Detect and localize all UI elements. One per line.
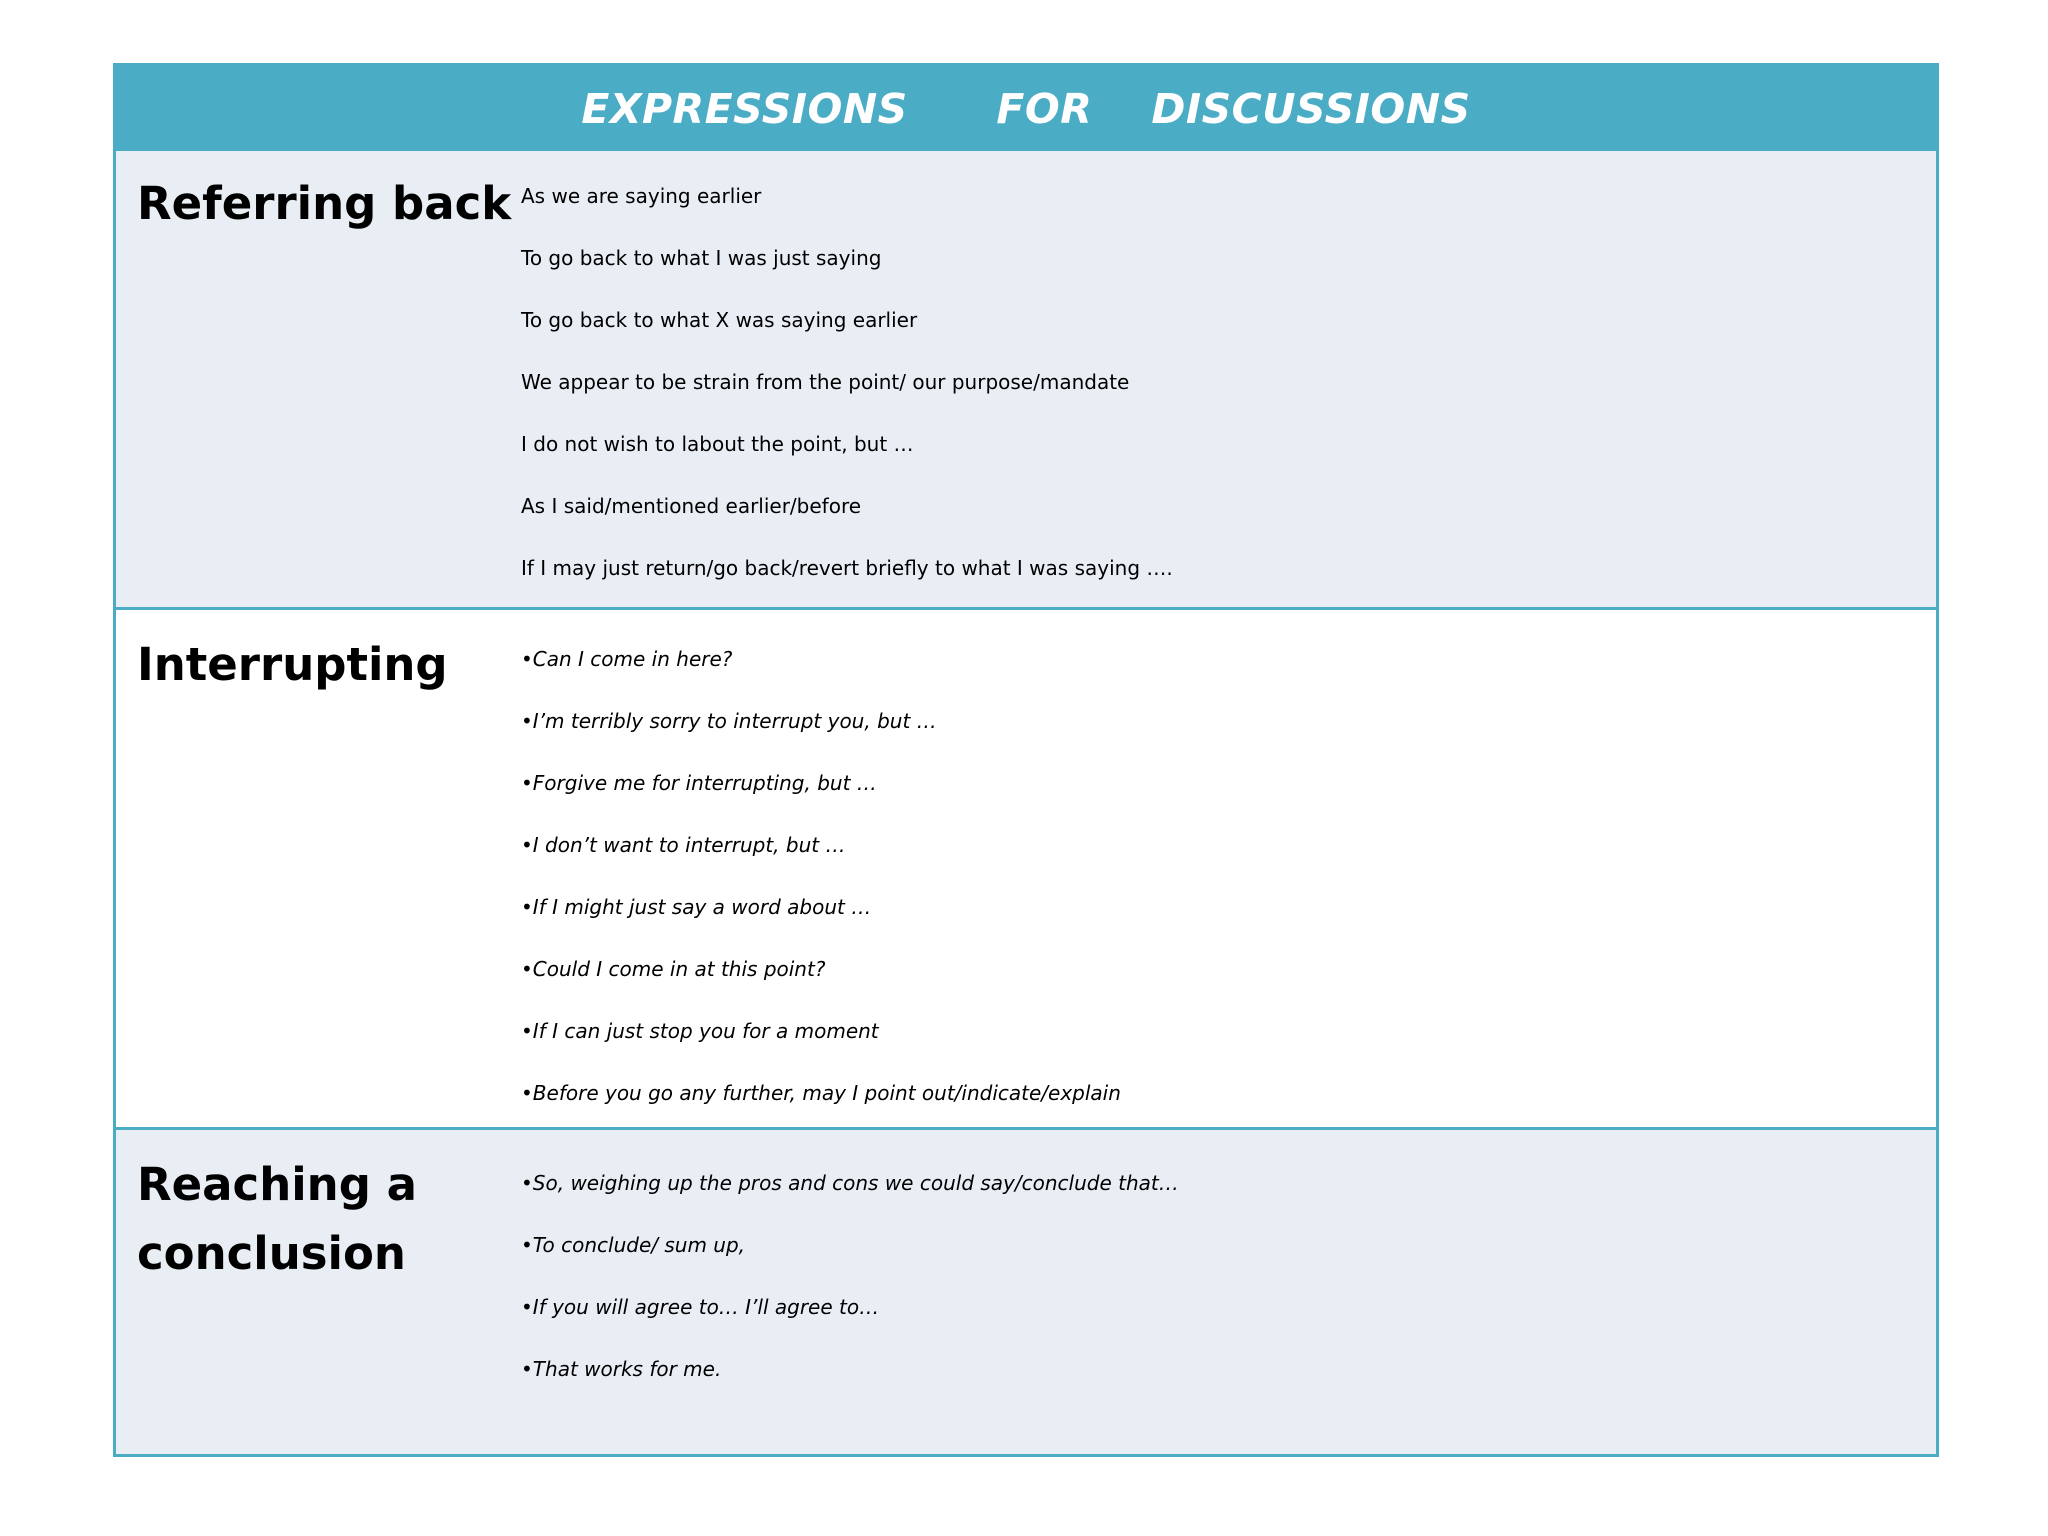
expression-list bbox=[521, 151, 1936, 607]
list-item: As we are saying earlier bbox=[521, 184, 762, 208]
list-item: To go back to what X was saying earlier bbox=[521, 308, 918, 332]
expression-list bbox=[521, 610, 1936, 1127]
list-item: •If I can just stop you for a moment bbox=[521, 1019, 879, 1043]
expressions-table bbox=[113, 63, 1939, 1457]
row-referring-back bbox=[116, 151, 1936, 610]
list-item: •Before you go any further, may I point out/indicate/explain bbox=[521, 1081, 1121, 1105]
list-item: To go back to what I was just saying bbox=[521, 246, 882, 270]
list-item: We appear to be strain from the point/ our purpose/mandate bbox=[521, 370, 1130, 394]
list-item: •That works for me. bbox=[521, 1357, 722, 1381]
row-label: Reaching a conclusion bbox=[137, 1158, 417, 1280]
list-item: •So, weighing up the pros and cons we could say/conclude that… bbox=[521, 1171, 1179, 1195]
list-item: •To conclude/ sum up, bbox=[521, 1233, 746, 1257]
list-item: If I may just return/go back/revert briefly to what I was saying …. bbox=[521, 556, 1173, 580]
list-item: I do not wish to labout the point, but … bbox=[521, 432, 914, 456]
list-item: •Can I come in here? bbox=[521, 647, 733, 671]
list-item: •Forgive me for interrupting, but … bbox=[521, 771, 877, 795]
list-item: •If I might just say a word about … bbox=[521, 895, 872, 919]
table-title: EXPRESSIONS FOR DISCUSSIONS bbox=[581, 84, 1471, 133]
list-item: •Could I come in at this point? bbox=[521, 957, 826, 981]
row-interrupting bbox=[116, 610, 1936, 1130]
row-reaching-conclusion bbox=[116, 1130, 1936, 1454]
list-item: •I don’t want to interrupt, but … bbox=[521, 833, 846, 857]
list-item: •I’m terribly sorry to interrupt you, but … bbox=[521, 709, 937, 733]
list-item: As I said/mentioned earlier/before bbox=[521, 494, 862, 518]
row-label: Interrupting bbox=[137, 638, 448, 691]
expression-list bbox=[521, 1130, 1936, 1454]
table-header bbox=[116, 66, 1936, 151]
row-label: Referring back bbox=[137, 177, 512, 230]
list-item: •If you will agree to… I’ll agree to… bbox=[521, 1295, 880, 1319]
